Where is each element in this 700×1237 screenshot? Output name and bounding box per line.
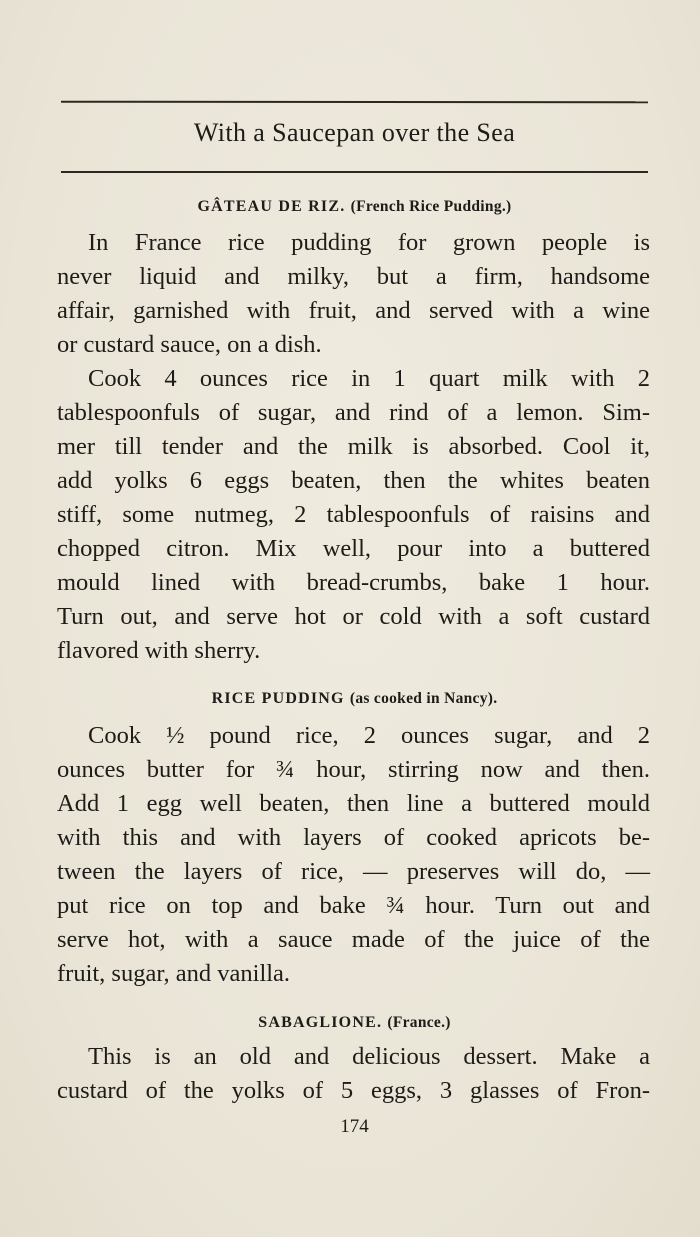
text-line: ounces butter for ¾ hour, stirring now and then. [57, 756, 650, 783]
recipe-heading [61, 690, 648, 708]
header-rule-bottom [61, 171, 648, 173]
text-line: Cook ½ pound rice, 2 ounces sugar, and 2 [88, 722, 650, 749]
text-line: tablespoonfuls of sugar, and rind of a lemon. Sim- [57, 399, 650, 426]
text-line: flavored with sherry. [57, 637, 261, 664]
text-line: mer till tender and the milk is absorbed. Cool it, [57, 433, 650, 460]
text-line: custard of the yolks of 5 eggs, 3 glasses of Fron- [57, 1077, 650, 1104]
recipe-title: SABAGLIONE. [258, 1014, 383, 1031]
text-line: fruit, sugar, and vanilla. [57, 960, 291, 987]
text-line: never liquid and milky, but a firm, handsome [57, 263, 650, 290]
text-line: Add 1 egg well beaten, then line a buttered mould [57, 790, 650, 817]
text-line: serve hot, with a sauce made of the juice of the [57, 926, 650, 953]
text-line: Cook 4 ounces rice in 1 quart milk with 2 [88, 365, 650, 392]
text-line: Turn out, and serve hot or cold with a soft custard [57, 603, 650, 630]
recipe-subtitle: (French Rice Pudding.) [350, 198, 512, 215]
recipe-title: RICE PUDDING [211, 690, 345, 707]
text-line: affair, garnished with fruit, and served with a wine [57, 297, 650, 324]
text-line: tween the layers of rice, — preserves will do, — [57, 858, 650, 885]
text-line: or custard sauce, on a dish. [57, 331, 322, 358]
text-line: This is an old and delicious dessert. Make a [88, 1043, 650, 1070]
text-line: add yolks 6 eggs beaten, then the whites beaten [57, 467, 650, 494]
text-line: chopped citron. Mix well, pour into a buttered [57, 535, 650, 562]
text-line: with this and with layers of cooked apricots be- [57, 824, 650, 851]
running-head: With a Saucepan over the Sea [193, 118, 516, 147]
header-rule-top [61, 101, 648, 104]
recipe-title: GÂTEAU DE RIZ. [197, 198, 346, 215]
text-line: put rice on top and bake ¾ hour. Turn out and [57, 892, 650, 919]
text-line: In France rice pudding for grown people is [88, 229, 650, 256]
recipe-subtitle: (France.) [387, 1014, 451, 1031]
text-line: stiff, some nutmeg, 2 tablespoonfuls of raisins and [57, 501, 650, 528]
recipe-subtitle: (as cooked in Nancy). [349, 690, 498, 707]
page-number: 174 [340, 1116, 369, 1137]
recipe-heading [61, 198, 648, 216]
recipe-heading [61, 1014, 648, 1032]
text-line: mould lined with bread-crumbs, bake 1 hour. [57, 569, 650, 596]
